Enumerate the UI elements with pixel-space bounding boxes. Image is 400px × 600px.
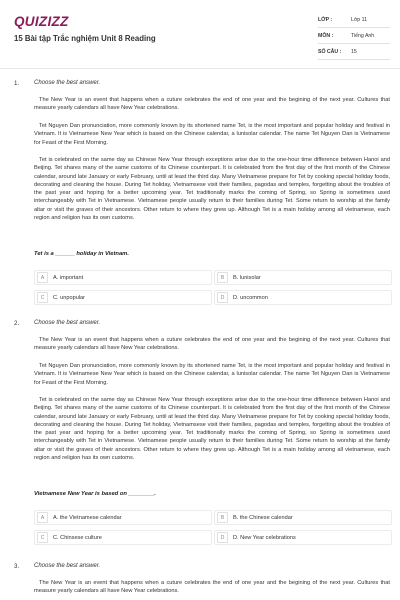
question-prompt: Choose the best answer. xyxy=(34,320,101,326)
header-divider xyxy=(0,68,400,69)
answer-option-c[interactable] xyxy=(34,290,212,305)
page-title: 15 Bài tập Trắc nghiệm Unit 8 Reading xyxy=(14,34,156,43)
answer-option-b[interactable] xyxy=(214,270,392,285)
question-number: 3. xyxy=(14,563,20,570)
answer-option-c[interactable] xyxy=(34,530,212,545)
question-number: 1. xyxy=(14,80,20,87)
question-prompt: Choose the best answer. xyxy=(34,563,101,569)
meta-table xyxy=(318,12,390,60)
meta-row-count xyxy=(318,44,390,60)
meta-key: MÔN : xyxy=(318,32,334,39)
option-text: C. Chinsese culture xyxy=(53,534,102,541)
question-prompt: Choose the best answer. xyxy=(34,80,101,86)
passage-paragraph: Tet is celebrated on the same day as Chinese New Year through exceptions arise due to the one-hour time difference between Hanoi and Beijing. Tet shares many of the same customs of its Chinese counterpart. It is celebrated from the first day of the first month of the Chinese calendar, around late January or early February, until at least the third day. Many Vietnamese prepare for Tet by cooking special holiday foods, decorating and cleaning the house. During Tet holiday, Vietnamsese visit their families, pagodas and temples, forgetting about the troubles of the past year and hoping for a better upcoming year. Tet traditionally marks the coming of Spring, so Spring is sometimes used interchangeably with Tet in Vietnamese. Vietnamese people usually return to their families during Tet. Some return to worship at the family altar or visit the graves of their ancestors. Other return to where they grew up. Although Tet is a main holiday among all vietnamese, each region and religion has its own customs. xyxy=(34,397,390,462)
option-text: A. important xyxy=(53,274,84,281)
meta-row-class xyxy=(318,12,390,28)
page-header xyxy=(0,0,400,64)
answer-option-d[interactable] xyxy=(214,530,392,545)
passage-paragraph: Tet Nguyen Dan pronunciation, more commonly known by its shortened name Tet, is the most important and popular holiday and festival in Vietnam. It is Vietnamese New Year which is based on the Chinese calendar, a lunisolar calendar. The name Tet Nguyen Dan is Vietnamese for Feast of the First Morning. xyxy=(34,363,390,386)
option-letter: B xyxy=(217,512,228,523)
passage-paragraph: Tet is celebrated on the same day as Chinese New Year through exceptions arise due to the one-hour time difference between Hanoi and Beijing. Tet shares many of the same customs of its Chinese counterpart. It is celebrated from the first day of the first month of the Chinese calendar, around late January or early February, until at least the third day. Many Vietnamese prepare for Tet by cooking special holiday foods, decorating and cleaning the house. During Tet holiday, Vietnamsese visit their families, pagodas and temples, forgetting about the troubles of the past year and hoping for a better upcoming year. Tet traditionally marks the coming of Spring, so Spring is sometimes used interchangeably with Tet in Vietnamese. Vietnamese people usually return to their families during Tet. Some return to worship at the family altar or visit the graves of their ancestors. Other return to where they grew up. Although Tet is a main holiday among all vietnamese, each region and religion has its own customs. xyxy=(34,157,390,222)
meta-key: LỚP : xyxy=(318,16,333,23)
option-letter: D xyxy=(217,532,228,543)
passage-paragraph: The New Year is an event that happens when a cuture celebrates the end of one year and the begining of the next year. Cultures that measure yearly calendars all have New Year celebrations. xyxy=(34,580,390,595)
option-letter: A xyxy=(37,272,48,283)
option-letter: A xyxy=(37,512,48,523)
quizizz-logo: QUIZIZZ xyxy=(14,14,69,29)
option-text: B. lunisolar xyxy=(233,274,261,281)
meta-value: Tiếng Anh xyxy=(351,32,375,39)
option-text: B. the Chinese calendar xyxy=(233,514,293,521)
option-text: C. unpopular xyxy=(53,294,86,301)
option-letter: C xyxy=(37,532,48,543)
meta-value: 15 xyxy=(351,48,357,55)
passage-paragraph: The New Year is an event that happens when a cuture celebrates the end of one year and the begining of the next year. Cultures that measure yearly calendars all have New Year celebrations. xyxy=(34,97,390,112)
question-stem: Tet is a ______ holiday in Vietnam. xyxy=(34,251,129,257)
meta-key: SỐ CÂU : xyxy=(318,48,342,55)
passage-paragraph: The New Year is an event that happens when a cuture celebrates the end of one year and the begining of the next year. Cultures that measure yearly calendars all have New Year celebrations. xyxy=(34,337,390,352)
option-letter: B xyxy=(217,272,228,283)
option-text: A. the Vietnamese calendar xyxy=(53,514,122,521)
passage-paragraph: Tet Nguyen Dan pronunciation, more commonly known by its shortened name Tet, is the most important and popular holiday and festival in Vietnam. It is Vietnamese New Year which is based on the Chinese calendar, a lunisolar calendar. The name Tet Nguyen Dan is Vietnamese for Feast of the First Morning. xyxy=(34,123,390,146)
meta-value: Lớp 11 xyxy=(351,16,367,23)
answer-option-a[interactable] xyxy=(34,270,212,285)
option-text: D. New Year celebrations xyxy=(233,534,296,541)
answer-option-d[interactable] xyxy=(214,290,392,305)
question-stem: Vietnamese New Year is based on ________. xyxy=(34,491,156,497)
answer-option-a[interactable] xyxy=(34,510,212,525)
option-letter: D xyxy=(217,292,228,303)
option-text: D. uncommon xyxy=(233,294,268,301)
answer-option-b[interactable] xyxy=(214,510,392,525)
meta-row-subject xyxy=(318,28,390,44)
option-letter: C xyxy=(37,292,48,303)
question-number: 2. xyxy=(14,320,20,327)
